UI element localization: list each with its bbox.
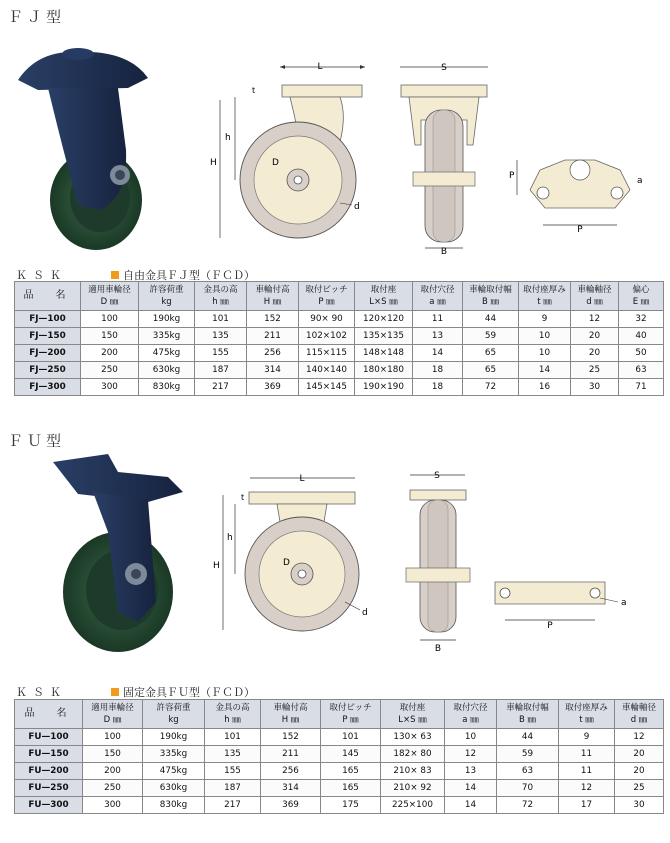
- table-cell: 20: [615, 763, 664, 780]
- fj-dim-a: a: [637, 176, 643, 186]
- table-cell: 101: [321, 729, 381, 746]
- column-header: [261, 700, 321, 729]
- table-cell: 300: [83, 797, 143, 814]
- fu-dim-L: L: [299, 474, 305, 484]
- column-header-unit: d ㎜: [630, 715, 648, 725]
- table-cell: 44: [463, 311, 519, 328]
- table-cell: 102×102: [299, 328, 355, 345]
- table-cell: 20: [571, 345, 619, 362]
- column-header-label: 車輪軸径: [621, 703, 656, 713]
- table-cell: 71: [619, 379, 664, 396]
- table-cell: 16: [519, 379, 571, 396]
- table-cell: 130× 63: [381, 729, 445, 746]
- fj-section-title: ＦＪ型: [8, 8, 66, 26]
- fu-header-row: [15, 700, 664, 729]
- fj-dim-h: h: [225, 133, 231, 143]
- column-header-unit: H ㎜: [263, 297, 282, 307]
- table-cell: 256: [247, 345, 299, 362]
- column-header-unit: t ㎜: [579, 715, 594, 725]
- fj-dim-L: L: [317, 62, 323, 72]
- table-cell: 63: [619, 362, 664, 379]
- column-header-label: 取付座厚み: [523, 285, 566, 295]
- table-cell: 190×190: [355, 379, 413, 396]
- fj-dim-d: d: [354, 202, 360, 212]
- table-row: [15, 729, 664, 746]
- fj-dim-P-vertical: P: [509, 171, 515, 181]
- column-header-unit: L×S ㎜: [398, 715, 427, 725]
- column-header: [619, 282, 664, 311]
- column-header: [519, 282, 571, 311]
- fu-dim-P: P: [547, 621, 553, 631]
- table-cell: 475kg: [139, 345, 195, 362]
- table-row: [15, 362, 664, 379]
- table-cell: 150: [83, 746, 143, 763]
- fj-dim-S: S: [441, 63, 447, 73]
- column-header-label: 適用車輪径: [88, 285, 131, 295]
- table-cell: 165: [321, 780, 381, 797]
- table-cell: 12: [445, 746, 497, 763]
- table-cell: 12: [615, 729, 664, 746]
- table-cell: 155: [205, 763, 261, 780]
- table-cell: 11: [413, 311, 463, 328]
- table-cell: 140×140: [299, 362, 355, 379]
- fj-brand: ＫＳＫ: [16, 269, 67, 282]
- column-header-label: 取付穴径: [420, 285, 455, 295]
- table-cell: 20: [571, 328, 619, 345]
- table-cell: 63: [497, 763, 559, 780]
- table-cell: 187: [195, 362, 247, 379]
- column-header-unit: t ㎜: [537, 297, 552, 307]
- table-cell: 314: [261, 780, 321, 797]
- column-header: [195, 282, 247, 311]
- table-cell: 101: [205, 729, 261, 746]
- column-header-label: 取付座: [399, 703, 426, 713]
- fu-dim-S: S: [434, 471, 440, 481]
- column-header: [299, 282, 355, 311]
- table-cell: 12: [559, 780, 615, 797]
- table-cell: 335kg: [139, 328, 195, 345]
- table-cell: 314: [247, 362, 299, 379]
- table-cell: 182× 80: [381, 746, 445, 763]
- column-header: [559, 700, 615, 729]
- column-header-unit: L×S ㎜: [369, 297, 398, 307]
- fu-brand: ＫＳＫ: [16, 686, 67, 699]
- table-cell: 120×120: [355, 311, 413, 328]
- table-cell: 100: [81, 311, 139, 328]
- table-cell: 630kg: [139, 362, 195, 379]
- table-cell: 14: [519, 362, 571, 379]
- table-row: [15, 797, 664, 814]
- column-header-label: 車輪軸径: [577, 285, 612, 295]
- fj-series-name: 自由金具ＦＪ型（ＦＣＤ）: [123, 269, 255, 282]
- column-header: [321, 700, 381, 729]
- table-cell: 17: [559, 797, 615, 814]
- column-header-unit: B ㎜: [481, 297, 500, 307]
- model-cell: FJ—200: [15, 345, 81, 362]
- column-header-label: 許容荷重: [156, 703, 191, 713]
- table-cell: 18: [413, 362, 463, 379]
- table-cell: 18: [413, 379, 463, 396]
- column-header-label: 許容荷重: [149, 285, 184, 295]
- table-cell: 59: [497, 746, 559, 763]
- column-header: [15, 282, 81, 311]
- fu-caster-photo: [48, 452, 188, 662]
- table-cell: 9: [559, 729, 615, 746]
- table-cell: 90× 90: [299, 311, 355, 328]
- table-cell: 150: [81, 328, 139, 345]
- fu-top-drawing: [490, 570, 655, 640]
- table-cell: 830kg: [143, 797, 205, 814]
- column-header-label: 取付座: [370, 285, 397, 295]
- table-cell: 250: [81, 362, 139, 379]
- column-header: [81, 282, 139, 311]
- table-cell: 145×145: [299, 379, 355, 396]
- table-cell: 145: [321, 746, 381, 763]
- table-cell: 190kg: [139, 311, 195, 328]
- column-header-label: 金具の高: [203, 285, 238, 295]
- column-header-label: 車輪付高: [273, 703, 308, 713]
- column-header-label: 取付ピッチ: [305, 285, 348, 295]
- fj-spec-table: [14, 281, 664, 396]
- table-cell: 225×100: [381, 797, 445, 814]
- column-header-label: 車輪取付幅: [506, 703, 549, 713]
- table-row: [15, 328, 664, 345]
- column-header-unit: H ㎜: [281, 715, 300, 725]
- table-cell: 12: [571, 311, 619, 328]
- table-cell: 211: [261, 746, 321, 763]
- column-header: [83, 700, 143, 729]
- fj-header-row: [15, 282, 664, 311]
- fu-dim-t: t: [241, 493, 245, 502]
- table-cell: 830kg: [139, 379, 195, 396]
- fu-dim-a: a: [621, 598, 627, 608]
- column-header-unit: kg: [168, 715, 179, 725]
- model-cell: FU—200: [15, 763, 83, 780]
- table-cell: 187: [205, 780, 261, 797]
- table-cell: 30: [615, 797, 664, 814]
- model-cell: FU—250: [15, 780, 83, 797]
- model-cell: FJ—250: [15, 362, 81, 379]
- table-cell: 50: [619, 345, 664, 362]
- table-cell: 70: [497, 780, 559, 797]
- table-cell: 65: [463, 362, 519, 379]
- model-cell: FU—300: [15, 797, 83, 814]
- table-cell: 30: [571, 379, 619, 396]
- column-header: [615, 700, 664, 729]
- column-header-unit: D ㎜: [103, 715, 122, 725]
- table-cell: 13: [413, 328, 463, 345]
- column-header-unit: kg: [161, 297, 172, 307]
- column-header-unit: P ㎜: [342, 715, 359, 725]
- fj-dim-t: t: [252, 86, 256, 95]
- table-row: [15, 746, 664, 763]
- table-cell: 152: [261, 729, 321, 746]
- column-header: [445, 700, 497, 729]
- table-cell: 369: [247, 379, 299, 396]
- column-header-unit: h ㎜: [224, 715, 241, 725]
- table-cell: 152: [247, 311, 299, 328]
- column-header: [139, 282, 195, 311]
- model-cell: FJ—300: [15, 379, 81, 396]
- table-cell: 115×115: [299, 345, 355, 362]
- column-header-unit: E ㎜: [632, 297, 650, 307]
- fu-dim-H: H: [213, 561, 220, 571]
- column-header: [15, 700, 83, 729]
- table-cell: 300: [81, 379, 139, 396]
- table-cell: 59: [463, 328, 519, 345]
- model-cell: FU—100: [15, 729, 83, 746]
- table-cell: 135: [195, 328, 247, 345]
- table-cell: 72: [497, 797, 559, 814]
- table-cell: 25: [615, 780, 664, 797]
- column-header-label: 車輪取付幅: [469, 285, 512, 295]
- table-cell: 630kg: [143, 780, 205, 797]
- column-header-label: 車輪付高: [255, 285, 290, 295]
- table-cell: 200: [83, 763, 143, 780]
- column-header-unit: a ㎜: [462, 715, 479, 725]
- fj-front-drawing: [395, 60, 495, 255]
- table-cell: 100: [83, 729, 143, 746]
- table-cell: 101: [195, 311, 247, 328]
- fu-spec-table: [14, 699, 664, 814]
- fj-side-drawing: [190, 55, 390, 255]
- column-header-label: 金具の高: [215, 703, 250, 713]
- table-cell: 211: [247, 328, 299, 345]
- table-cell: 40: [619, 328, 664, 345]
- table-cell: 11: [559, 763, 615, 780]
- column-header: [381, 700, 445, 729]
- table-cell: 72: [463, 379, 519, 396]
- table-cell: 369: [261, 797, 321, 814]
- table-cell: 335kg: [143, 746, 205, 763]
- table-cell: 65: [463, 345, 519, 362]
- column-header-label: 偏心: [632, 285, 650, 295]
- fu-dim-B: B: [434, 644, 442, 654]
- column-header: [463, 282, 519, 311]
- fu-dim-D: D: [283, 558, 290, 568]
- column-header-unit: d ㎜: [586, 297, 603, 307]
- column-header: [571, 282, 619, 311]
- column-header-unit: P ㎜: [318, 297, 335, 307]
- column-header-unit: h ㎜: [212, 297, 229, 307]
- fu-dim-h: h: [227, 533, 233, 543]
- table-cell: 256: [261, 763, 321, 780]
- table-cell: 10: [519, 328, 571, 345]
- table-cell: 25: [571, 362, 619, 379]
- fj-top-drawing: [505, 150, 655, 245]
- table-cell: 210× 92: [381, 780, 445, 797]
- table-row: [15, 345, 664, 362]
- table-cell: 217: [195, 379, 247, 396]
- table-cell: 44: [497, 729, 559, 746]
- table-cell: 10: [445, 729, 497, 746]
- table-cell: 14: [445, 797, 497, 814]
- column-header-label: 適用車輪径: [91, 703, 134, 713]
- model-cell: FU—150: [15, 746, 83, 763]
- column-header: [497, 700, 559, 729]
- fu-series-line: [16, 684, 255, 700]
- fj-dim-H: H: [210, 158, 217, 168]
- table-cell: 200: [81, 345, 139, 362]
- orange-square-icon: [111, 688, 119, 696]
- column-header: [413, 282, 463, 311]
- table-cell: 135: [205, 746, 261, 763]
- table-cell: 175: [321, 797, 381, 814]
- table-cell: 20: [615, 746, 664, 763]
- table-row: [15, 780, 664, 797]
- column-header: [143, 700, 205, 729]
- column-header-unit: a ㎜: [429, 297, 446, 307]
- table-cell: 217: [205, 797, 261, 814]
- fu-series-name: 固定金具ＦＵ型（ＦＣＤ）: [123, 686, 255, 699]
- table-cell: 14: [445, 780, 497, 797]
- model-cell: FJ—150: [15, 328, 81, 345]
- table-row: [15, 311, 664, 328]
- fj-dim-P: P: [577, 225, 583, 235]
- column-header-unit: D ㎜: [100, 297, 119, 307]
- column-header-label: 取付座厚み: [565, 703, 608, 713]
- fj-caster-photo: [8, 40, 158, 250]
- column-header: [247, 282, 299, 311]
- column-header-label: 取付穴径: [453, 703, 488, 713]
- table-cell: 14: [413, 345, 463, 362]
- column-header-label: 品 名: [24, 708, 73, 719]
- table-cell: 148×148: [355, 345, 413, 362]
- fu-section-title: ＦＵ型: [8, 432, 66, 450]
- table-cell: 9: [519, 311, 571, 328]
- fu-dim-d: d: [362, 608, 368, 618]
- table-cell: 210× 83: [381, 763, 445, 780]
- table-cell: 13: [445, 763, 497, 780]
- orange-square-icon: [111, 271, 119, 279]
- table-cell: 180×180: [355, 362, 413, 379]
- table-row: [15, 763, 664, 780]
- table-row: [15, 379, 664, 396]
- table-cell: 165: [321, 763, 381, 780]
- fj-dim-B: B: [440, 247, 448, 255]
- fu-side-drawing: [205, 470, 390, 650]
- table-cell: 11: [559, 746, 615, 763]
- table-cell: 155: [195, 345, 247, 362]
- table-cell: 32: [619, 311, 664, 328]
- column-header: [355, 282, 413, 311]
- fj-dim-D: D: [272, 158, 279, 168]
- column-header-unit: B ㎜: [518, 715, 537, 725]
- model-cell: FJ—100: [15, 311, 81, 328]
- column-header-label: 品 名: [23, 290, 72, 301]
- fu-front-drawing: [400, 468, 475, 658]
- column-header: [205, 700, 261, 729]
- column-header-label: 取付ピッチ: [329, 703, 372, 713]
- table-cell: 10: [519, 345, 571, 362]
- table-cell: 190kg: [143, 729, 205, 746]
- table-cell: 135×135: [355, 328, 413, 345]
- table-cell: 250: [83, 780, 143, 797]
- table-cell: 475kg: [143, 763, 205, 780]
